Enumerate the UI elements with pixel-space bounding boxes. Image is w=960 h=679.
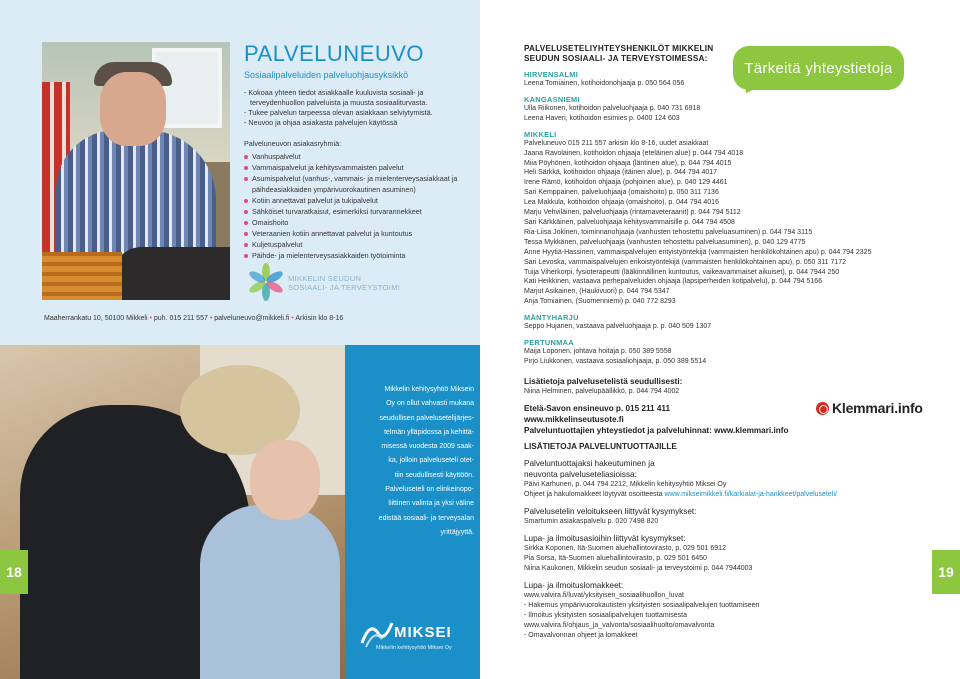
- klemmari-line[interactable]: Palveluntuottajien yhteystiedot ja palveluhinnat: www.klemmari.info: [524, 426, 789, 435]
- t1-contact: Päivi Karhunen, p. 044 794 2212, Mikkelin kehitysyhtiö Miksei Oy: [524, 481, 727, 488]
- group-item: Veteraanien kotiin annettavat palvelut ja kuntoutus: [244, 228, 474, 239]
- municipality-sections: [524, 70, 872, 367]
- address: Maaherrankatu 10, 50100 Mikkeli: [44, 315, 148, 322]
- website-link[interactable]: www.mikkelinseutusote.fi: [524, 415, 624, 424]
- section-heading: KANGASNIEMI: [524, 94, 580, 104]
- t2-contact: Smartumin asiakaspalvelu p. 020 7498 820: [524, 518, 659, 525]
- group-item: Päihde- ja mielenterveysasiakkaiden työtoiminta: [244, 250, 474, 261]
- contact-line: Marjut Asikainen, (Haukivuori) p. 044 794 5347: [524, 288, 670, 296]
- contact-line: Ria-Liisa Jokinen, toiminnanohjaaja (vanhusten tehostettu palveluasuminen) p. 044 794 3115: [524, 228, 813, 236]
- valvira-link-2[interactable]: www.valvira.fi/ohjaus_ja_valvonta/sosiaalihuolto/omavalvonta: [524, 622, 715, 629]
- caregiver-photo: [0, 345, 345, 679]
- contacts-heading: PALVELUSETELIYHTEYSHENKILÖT MIKKELIN SEUDUN SOSIAALI- JA TERVEYSTOIMESSA:: [524, 44, 714, 63]
- intro-item: - Kokoaa yhteen tiedot asiakkaalle kuuluvista sosiaali- ja terveydenhuollon palveluista ja muusta sosiaaliturvasta.: [244, 88, 428, 108]
- section-heading: MÄNTYHARJU: [524, 313, 579, 323]
- contact-line: Jaana Ravolainen, kotihoidon ohjaaja (eteläinen alue) p. 044 794 4018: [524, 149, 744, 157]
- t2-heading: Palvelusetelin veloitukseen liittyvät kysymykset:: [524, 507, 697, 516]
- t4-item: - Ilmoitus yksityisten sosiaalipalvelujen tuottamisesta: [524, 612, 688, 619]
- contact-line: Maija Loponen, johtava hoitaja p. 050 389 5558: [524, 348, 672, 356]
- producer-info-heading: LISÄTIETOJA PALVELUNTUOTTAJILLE: [524, 442, 677, 451]
- contact-line: Miia Pöyhönen, kotihoidon ohjaaja (läntinen alue), p. 044 794 4015: [524, 159, 732, 167]
- intro-item: - Tukee palvelun tarpeessa olevan asiakkaan selviytymistä.: [244, 108, 433, 118]
- contact-line: Palveluneuvo 015 211 557 arkisin klo 8-16, uudet asiakkaat: [524, 139, 709, 147]
- valvira-link-1[interactable]: www.valvira.fi/luvat/yksityisen_sosiaalihuollon_luvat: [524, 592, 684, 599]
- page-number-left: 18: [0, 550, 28, 594]
- contact-line: Kati Heikkinen, vastaava perhepalveluiden ohjaaja (lapsiperheiden kotipalvelu), p. 044 794 5166: [524, 278, 823, 286]
- t4-item: - Hakemus ympärivuorokautisten yksityisten sosiaalipalvelujen tuottamiseen: [524, 602, 760, 609]
- opening-hours: Arkisin klo 8-16: [295, 315, 344, 322]
- t3-contact: Pia Sorsa, Itä-Suomen aluehallintovirasto, p. 029 501 6450: [524, 555, 707, 562]
- email-link[interactable]: palveluneuvo@mikkeli.fi: [214, 315, 290, 322]
- group-item: Asumispalvelut (vanhus-, vammais- ja mielenterveysasiakkaat ja päihdeasiakkaiden ympärivuorokautinen asuminen): [244, 173, 474, 195]
- mikkeli-seutu-logo-icon: [246, 262, 286, 302]
- contact-line: Leena Tomiainen, kotihoidonohjaaja p. 050 564 056: [524, 80, 685, 87]
- group-item: Omaishoito: [244, 217, 474, 228]
- elderly-man-photo: [42, 42, 230, 300]
- t4-heading: Lupa- ja ilmoituslomakkeet:: [524, 581, 624, 590]
- intro-list: [244, 88, 464, 128]
- t3-contact: Sirkka Koponen, Itä-Suomen aluehallintovirasto, p. 029 501 6912: [524, 545, 726, 552]
- palveluneuvo-intro: [244, 42, 464, 128]
- group-item: Kotiin annettavat palvelut ja tukipalvelut: [244, 195, 474, 206]
- contact-line: Tuija Viherkorpi, fysioterapeutti (lääkinnällinen kuntoutus, vaikeavammaiset aikuiset), p. 044 7944 250: [524, 268, 840, 276]
- group-item: Kuljetuspalvelut: [244, 239, 474, 250]
- t4-item: - Omavalvonnan ohjeet ja lomakkeet: [524, 632, 638, 639]
- klemmari-logo: Klemmari.info: [816, 400, 934, 416]
- contact-line: Anja Tomiainen, (Suomenniemi) p. 040 772 8293: [524, 298, 676, 306]
- group-item: Vammaispalvelut ja kehitysvammaisten palvelut: [244, 162, 474, 173]
- page-title: PALVELUNEUVO: [244, 41, 425, 66]
- contact-line: Anne Hyytiä-Hassinen, vammaispalvelujen erityistyöntekijä (vammaisten henkilökohtainen apu) p. 044 794 2325: [524, 248, 872, 256]
- extra-contact: Niina Helminen, palvelupäällikkö, p. 044 794 4002: [524, 388, 680, 395]
- phone: puh. 015 211 557: [153, 315, 208, 322]
- page-number-right: 19: [932, 550, 960, 594]
- contact-line: Marju Vehviläinen, palveluohjaaja (rintamaveteraanit) p. 044 794 5112: [524, 209, 741, 217]
- t1-links: Ohjeet ja hakulomakkeet löytyvät osoitteesta www.mikseimikkeli.fi/karkialat-ja-hankkeet/palveluseteli/: [524, 491, 837, 498]
- contact-line: Maaherrankatu 10, 50100 Mikkeli • puh. 015 211 557 • palveluneuvo@mikkeli.fi • Arkisin klo 8-16: [44, 315, 344, 322]
- contact-line: Tessa Mykkänen, palveluohjaaja (vanhusten tehostettu palveluasuminen), p. 040 129 4775: [524, 238, 806, 246]
- miksei-link[interactable]: www.mikseimikkeli.fi/karkialat-ja-hankkeet/palveluseteli/: [664, 491, 837, 498]
- contact-line: Sari Levoska, vammaispalvelujen erikoistyöntekijä (vammaisten henkilökohtainen apu), p. 050 311 7172: [524, 258, 847, 266]
- section-heading: HIRVENSALMI: [524, 70, 579, 79]
- groups-heading: Palveluneuvon asiakasryhmiä:: [244, 139, 342, 148]
- customer-groups: [244, 138, 474, 261]
- intro-item: - Neuvoo ja ohjaa asiakasta palvelujen käytössä: [244, 118, 398, 128]
- important-contacts-bubble: Tärkeitä yhteystietoja: [733, 46, 904, 90]
- logo-text: MIKKELIN SEUDUN SOSIAALI- JA TERVEYSTOIMI: [288, 274, 401, 292]
- t1-heading: Palveluntuottajaksi hakeutuminen ja neuvonta palveluseteliasioissa:: [524, 459, 655, 479]
- ensineuvo-phone: Etelä-Savon ensineuvo p. 015 211 411: [524, 404, 671, 413]
- klemmari-icon: [816, 402, 829, 415]
- miksei-text: Mikkelin kehitysyhtiö Miksein Oy on ollut vahvasti mukana seudullisen palvelusetelijärjes- telmän ylläpidossa ja kehittä- misessä vuodesta 2009 saak- ka, jolloin palveluseteli otet- tiin seudullisesti käyttöön. Palveluseteli on elinkeinopo- liittinen valinta ja yksi väline edistää sosiaali- ja terveysalan yrittäjyyttä.: [378, 386, 474, 536]
- miksei-subtitle: Mikkelin kehitysyhtiö Miksei Oy: [376, 645, 452, 651]
- t3-contact: Niina Kaukonen, Mikkelin seudun sosiaali- ja terveystoimi p. 044 7944003: [524, 565, 753, 572]
- extra-heading: Lisätietoja palvelusetelistä seudullisesti:: [524, 377, 683, 386]
- contact-line: Leena Haveri, kotihoidon esimies p. 0400 124 603: [524, 114, 680, 122]
- contact-line: Ulla Riikonen, kotihoidon palveluohjaaja p. 040 731 6918: [524, 104, 701, 112]
- t3-heading: Lupa- ja ilmoitusasioihin liittyvät kysymykset:: [524, 534, 686, 543]
- miksei-wordmark: MIKSEI: [394, 624, 452, 641]
- group-item: Sähköiset turvaratkaisut, esimerkiksi turvarannekkeet: [244, 206, 474, 217]
- contact-line: Irene Rämö, kotihoidon ohjaaja (pohjoinen alue), p. 040 129 4461: [524, 179, 728, 187]
- contact-line: Heli Särkkä, kotihoidon ohjaaja (itäinen alue), p. 044 794 4017: [524, 169, 718, 177]
- section-heading: PERTUNMAA: [524, 338, 574, 348]
- contact-line: Sari Kemppainen, palveluohjaaja (omaishoito) p. 050 311 7136: [524, 189, 719, 197]
- contact-line: Seppo Hujanen, vastaava palveluohjaaja p. p. 040 509 1307: [524, 323, 712, 331]
- contact-line: Sari Kärkkäinen, palveluohjaaja kehitysvammaisille p. 044 794 4508: [524, 218, 735, 226]
- section-heading: MIKKELI: [524, 129, 557, 139]
- contact-line: Pirjo Liukkonen, vastaava sosiaaliohjaaja, p. 050 389 5514: [524, 357, 707, 365]
- contact-line: Lea Makkula, kotihoidon ohjaaja (omaishoito), p. 044 794 4016: [524, 199, 719, 207]
- page-subtitle: Sosiaalipalveluiden palveluohjausyksikkö: [244, 70, 409, 81]
- group-item: Vanhuspalvelut: [244, 151, 474, 162]
